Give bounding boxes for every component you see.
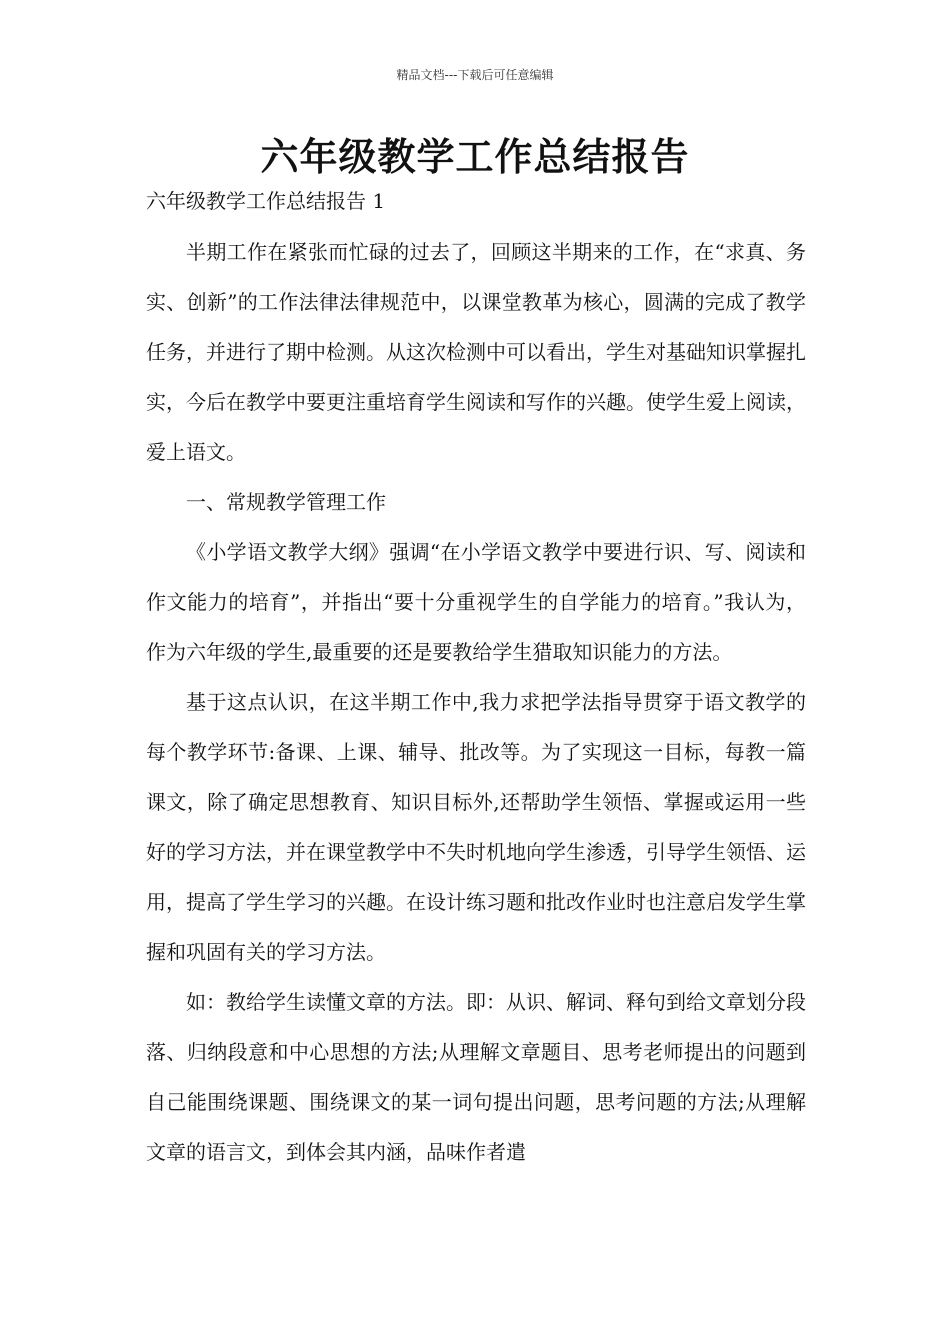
section-heading: 一、常规教学管理工作 xyxy=(186,490,386,514)
paragraph-example: 如：教给学生读懂文章的方法。即：从识、解词、释句到给文章划分段落、归纳段意和中心思想的方法;从理解文章题目、思考老师提出的问题到自己能围绕课题、围绕课文的某一词句提出问题，思考问题的方法;从理解文章的语言文，到体会其内涵，品味作者遣 xyxy=(146,990,806,1164)
document-body xyxy=(146,227,806,1177)
header-note: 精品文档---下载后可任意编辑 xyxy=(396,68,554,82)
paragraph-method: 基于这点认识，在这半期工作中,我力求把学法指导贯穿于语文教学的每个教学环节:备课、上课、辅导、批改等。为了实现这一目标，每教一篇课文，除了确定思想教育、知识目标外,还帮助学生领悟、掌握或运用一些好的学习方法，并在课堂教学中不失时机地向学生渗透，引导学生领悟、运用，提高了学生学习的兴趣。在设计练习题和批改作业时也注意启发学生掌握和巩固有关的学习方法。 xyxy=(146,690,806,964)
paragraph-syllabus: 《小学语文教学大纲》强调“在小学语文教学中要进行识、写、阅读和作文能力的培育”，并指出“要十分重视学生的自学能力的培育。”我认为，作为六年级的学生,最重要的还是要教给学生猎取知识能力的方法。 xyxy=(146,540,806,664)
section-subtitle: 六年级教学工作总结报告 1 xyxy=(146,189,386,213)
document-title: 六年级教学工作总结报告 xyxy=(260,135,690,179)
paragraph-intro: 半期工作在紧张而忙碌的过去了，回顾这半期来的工作，在“求真、务实、创新”的工作法律法律规范中，以课堂教革为核心，圆满的完成了教学任务，并进行了期中检测。从这次检测中可以看出，学生对基础知识掌握扎实，今后在教学中要更注重培育学生阅读和写作的兴趣。使学生爱上阅读，爱上语文。 xyxy=(146,240,806,464)
